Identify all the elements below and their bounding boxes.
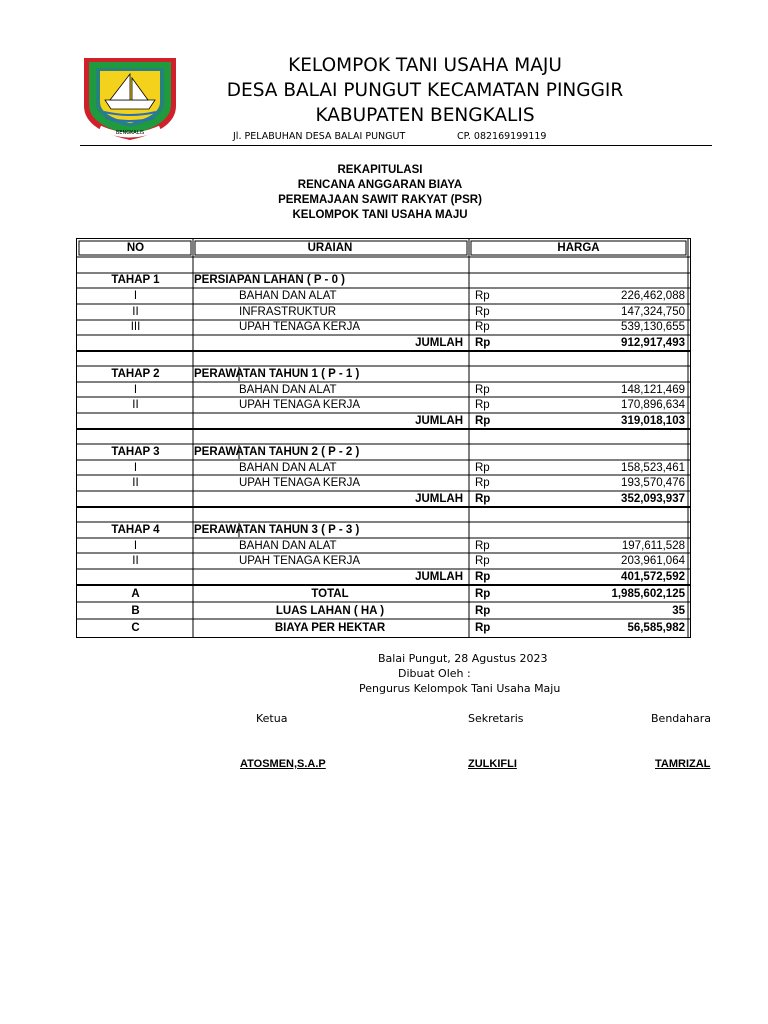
currency-label: Rp [475, 290, 490, 302]
col-uraian-header: URAIAN [307, 242, 353, 254]
item-name: UPAH TENAGA KERJA [239, 399, 360, 411]
item-name: UPAH TENAGA KERJA [239, 321, 360, 333]
item-value: 197,611,528 [621, 540, 685, 552]
item-value: 158,523,461 [621, 462, 685, 474]
title-psr: PEREMAJAAN SAWIT RAKYAT (PSR) [278, 194, 482, 206]
header-divider [80, 145, 712, 146]
title-rekapitulasi: REKAPITULASI [337, 164, 423, 176]
table-row [77, 553, 690, 569]
currency-label: Rp [475, 604, 491, 617]
tahap-no: TAHAP 1 [111, 274, 160, 286]
summary-row-biaya [77, 619, 690, 636]
tahap-row [77, 272, 690, 288]
table-row [77, 397, 690, 413]
jumlah-label: JUMLAH [415, 415, 463, 427]
tahap-row [77, 366, 690, 382]
item-name: BAHAN DAN ALAT [239, 290, 337, 302]
table-row [77, 382, 690, 398]
summary-row-total [77, 585, 690, 602]
role-sekretaris: Sekretaris [468, 712, 524, 725]
item-name: UPAH TENAGA KERJA [239, 477, 360, 489]
item-no: II [132, 477, 139, 489]
name-ketua: ATOSMEN,S.A.P [240, 758, 326, 770]
currency-label: Rp [475, 587, 491, 600]
currency-label: Rp [475, 462, 490, 474]
item-name: INFRASTRUKTUR [239, 306, 337, 318]
table-row [77, 288, 690, 304]
jumlah-row [77, 413, 690, 429]
item-name: BAHAN DAN ALAT [239, 384, 337, 396]
currency-label: Rp [475, 321, 490, 333]
role-bendahara: Bendahara [651, 712, 711, 725]
budget-table [76, 238, 691, 638]
col-harga-header: HARGA [557, 242, 600, 254]
currency-label: Rp [475, 384, 490, 396]
summary-no: C [131, 621, 140, 634]
table-row [77, 475, 690, 491]
item-value: 226,462,088 [621, 290, 685, 302]
made-by: Dibuat Oleh : [398, 667, 471, 680]
header-line-2: DESA BALAI PUNGUT KECAMATAN PINGGIR [226, 80, 624, 101]
summary-label: LUAS LAHAN ( HA ) [275, 604, 385, 617]
tahap-no: TAHAP 4 [111, 524, 160, 536]
summary-no: B [131, 604, 140, 617]
item-value: 170,896,634 [621, 399, 685, 411]
role-ketua: Ketua [256, 712, 288, 725]
table-row [77, 319, 690, 335]
summary-no: A [131, 587, 140, 600]
currency-label: Rp [475, 571, 491, 583]
document-titles [160, 163, 600, 223]
tahap-row [77, 522, 690, 538]
item-no: II [132, 399, 139, 411]
jumlah-label: JUMLAH [415, 571, 463, 583]
item-value: 203,961,064 [621, 555, 685, 567]
item-no: I [133, 540, 138, 552]
header-line-3: KABUPATEN BENGKALIS [315, 105, 535, 126]
currency-label: Rp [475, 621, 491, 634]
summary-row-luas [77, 602, 690, 619]
title-rencana: RENCANA ANGGARAN BIAYA [297, 179, 463, 191]
tahap-title: PERSIAPAN LAHAN ( P - 0 ) [194, 274, 346, 286]
currency-label: Rp [475, 399, 490, 411]
item-no: II [132, 555, 139, 567]
item-name: BAHAN DAN ALAT [239, 462, 337, 474]
summary-label: BIAYA PER HEKTAR [274, 621, 386, 634]
item-value: 193,570,476 [621, 477, 685, 489]
tahap-title: PERAWATAN TAHUN 2 ( P - 2 ) [194, 446, 360, 458]
tahap-title: PERAWATAN TAHUN 3 ( P - 3 ) [194, 524, 360, 536]
summary-label: TOTAL [311, 587, 349, 600]
jumlah-row [77, 491, 690, 507]
svg-text:BENGKALIS: BENGKALIS [115, 130, 145, 136]
jumlah-row [77, 569, 690, 585]
item-no: I [133, 462, 138, 474]
jumlah-value: 401,572,592 [621, 571, 685, 583]
summary-value: 35 [672, 604, 685, 617]
tahap-no: TAHAP 2 [111, 368, 160, 380]
table-header-row [77, 240, 690, 256]
name-bendahara: TAMRIZAL [655, 758, 711, 770]
item-no: I [133, 290, 138, 302]
currency-label: Rp [475, 555, 490, 567]
item-value: 148,121,469 [621, 384, 685, 396]
table-row [77, 538, 690, 554]
name-sekretaris: ZULKIFLI [468, 758, 517, 770]
currency-label: Rp [475, 477, 490, 489]
place-date: Balai Pungut, 28 Agustus 2023 [378, 652, 548, 665]
phone: CP. 082169199119 [457, 131, 547, 142]
jumlah-row [77, 335, 690, 351]
item-no: III [130, 321, 141, 333]
tahap-title: PERAWATAN TAHUN 1 ( P - 1 ) [194, 368, 360, 380]
item-name: UPAH TENAGA KERJA [239, 555, 360, 567]
jumlah-label: JUMLAH [415, 493, 463, 505]
summary-value: 56,585,982 [627, 621, 685, 634]
item-value: 147,324,750 [621, 306, 685, 318]
table-row [77, 304, 690, 320]
tahap-row [77, 444, 690, 460]
currency-label: Rp [475, 415, 491, 427]
currency-label: Rp [475, 493, 491, 505]
header-line-1: KELOMPOK TANI USAHA MAJU [288, 55, 562, 76]
address: Jl. PELABUHAN DESA BALAI PUNGUT [233, 131, 406, 142]
col-no-header: NO [126, 242, 145, 254]
title-kelompok: KELOMPOK TANI USAHA MAJU [292, 209, 468, 221]
currency-label: Rp [475, 306, 490, 318]
item-name: BAHAN DAN ALAT [239, 540, 337, 552]
currency-label: Rp [475, 337, 491, 349]
jumlah-value: 352,093,937 [621, 493, 685, 505]
item-no: II [132, 306, 139, 318]
item-value: 539,130,655 [621, 321, 685, 333]
jumlah-value: 912,917,493 [621, 337, 685, 349]
item-no: I [133, 384, 138, 396]
organization: Pengurus Kelompok Tani Usaha Maju [359, 682, 561, 695]
tahap-no: TAHAP 3 [111, 446, 160, 458]
table-row [77, 460, 690, 476]
summary-value: 1,985,602,125 [611, 587, 685, 600]
currency-label: Rp [475, 540, 490, 552]
jumlah-label: JUMLAH [415, 337, 463, 349]
jumlah-value: 319,018,103 [621, 415, 685, 427]
